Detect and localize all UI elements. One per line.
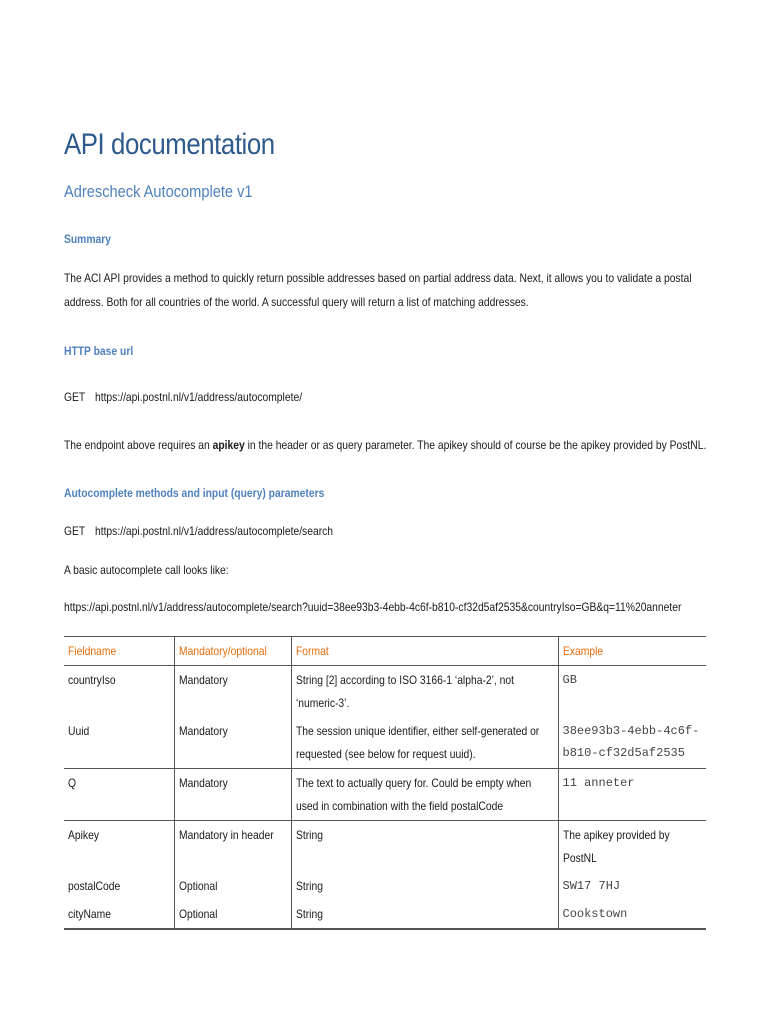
table-header-cell: Mandatory/optional (174, 637, 291, 666)
table-header-cell: Example (558, 637, 706, 666)
field-name-cell: Uuid (64, 717, 174, 769)
field-name-cell: countryIso (64, 666, 174, 718)
endpoint-note-pre: The endpoint above requires an (64, 438, 213, 452)
table-header-cell: Format (291, 637, 558, 666)
format-cell: The session unique identifier, either self-generated or requested (see below for request uuid). (291, 717, 558, 769)
search-url-method: GET (64, 524, 86, 538)
search-url-link[interactable]: https://api.postnl.nl/v1/address/autocomplete/search (94, 524, 334, 538)
endpoint-note-bold: apikey (212, 438, 245, 452)
page-subtitle: Adrescheck Autocomplete v1 (64, 182, 253, 201)
example-cell: GB (558, 666, 706, 718)
basic-call-text: A basic autocomplete call looks like: (64, 563, 229, 577)
format-cell: String (291, 821, 558, 873)
field-name-cell: cityName (64, 900, 174, 929)
mandatory-cell: Mandatory (174, 717, 291, 769)
base-url-link[interactable]: https://api.postnl.nl/v1/address/autocomplete/ (94, 390, 303, 404)
table-header-row (64, 637, 706, 666)
endpoint-note (64, 438, 706, 452)
table-header-cell: Fieldname (64, 637, 174, 666)
table-row (64, 769, 706, 821)
base-url-method: GET (64, 390, 86, 404)
methods-heading: Autocomplete methods and input (query) parameters (64, 486, 325, 500)
parameters-table (64, 636, 706, 930)
example-cell: SW17 7HJ (558, 872, 706, 900)
mandatory-cell: Mandatory in header (174, 821, 291, 873)
example-cell: Cookstown (558, 900, 706, 929)
table-row (64, 717, 706, 769)
base-url-line (64, 390, 302, 404)
format-cell: String (291, 872, 558, 900)
example-url[interactable]: https://api.postnl.nl/v1/address/autocomplete/search?uuid=38ee93b3-4ebb-4c6f-b810-cf32d5af2535&countryIso=GB&q=11%20anneter (64, 600, 682, 614)
format-cell: String [2] according to ISO 3166-1 ‘alpha-2’, not ‘numeric-3’. (291, 666, 558, 718)
mandatory-cell: Optional (174, 900, 291, 929)
mandatory-cell: Optional (174, 872, 291, 900)
search-url-line (64, 524, 333, 538)
format-cell: String (291, 900, 558, 929)
endpoint-note-post: in the header or as query parameter. The apikey should of course be the apikey provided by PostNL. (244, 438, 707, 452)
format-cell: The text to actually query for. Could be empty when used in combination with the field postalCode (291, 769, 558, 821)
field-name-cell: postalCode (64, 872, 174, 900)
mandatory-cell: Mandatory (174, 666, 291, 718)
table-row (64, 666, 706, 718)
summary-paragraph: The ACI API provides a method to quickly return possible addresses based on partial address data. Next, it allows you to validate a postal address. Both for all countries of the world. A successful query will return a list of matching addresses. (64, 271, 692, 309)
page-title: API documentation (64, 128, 275, 161)
summary-heading: Summary (64, 232, 112, 246)
field-name-cell: Q (64, 769, 174, 821)
base-url-heading: HTTP base url (64, 344, 134, 358)
example-cell: 11 anneter (558, 769, 706, 821)
field-name-cell: Apikey (64, 821, 174, 873)
example-cell: 38ee93b3-4ebb-4c6f-b810-cf32d5af2535 (558, 717, 706, 769)
table-row (64, 821, 706, 873)
example-cell: The apikey provided by PostNL (558, 821, 706, 873)
table-row (64, 872, 706, 900)
table-row (64, 900, 706, 929)
mandatory-cell: Mandatory (174, 769, 291, 821)
